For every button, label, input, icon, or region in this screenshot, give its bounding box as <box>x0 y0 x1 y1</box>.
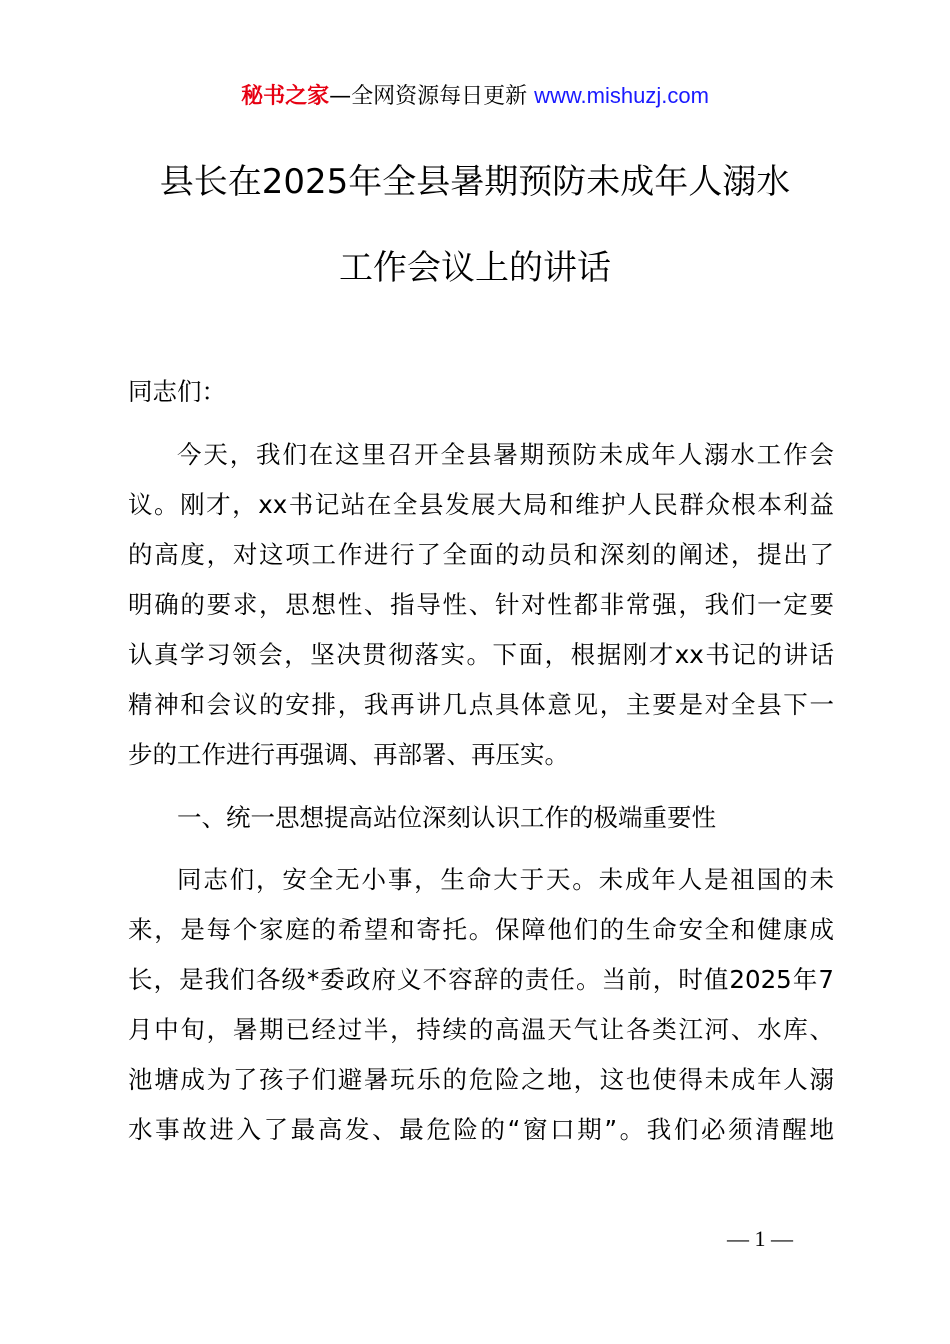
paragraph-line: 来，是每个家庭的希望和寄托。保障他们的生命安全和健康成 <box>128 915 834 944</box>
paragraph-line: 同志们，安全无小事，生命大于天。未成年人是祖国的未 <box>177 865 834 894</box>
paragraph-line: 认真学习领会，坚决贯彻落实。下面，根据刚才xx书记的讲话 <box>128 640 834 669</box>
paragraph-line: 池塘成为了孩子们避暑玩乐的危险之地，这也使得未成年人溺 <box>128 1065 834 1094</box>
site-banner <box>0 80 950 113</box>
paragraph-line: 水事故进入了最高发、最危险的“窗口期”。我们必须清醒地 <box>128 1115 834 1144</box>
section-heading: 一、统一思想提高站位深刻认识工作的极端重要性 <box>177 803 716 832</box>
banner-tagline: —全网资源每日更新 <box>329 84 528 109</box>
document-title-line-1: 县长在2025年全县暑期预防未成年人溺水 <box>159 162 791 202</box>
paragraph-line: 步的工作进行再强调、再部署、再压实。 <box>128 740 569 769</box>
paragraph-line: 的高度，对这项工作进行了全面的动员和深刻的阐述，提出了 <box>128 540 834 569</box>
paragraph-line: 今天，我们在这里召开全县暑期预防未成年人溺水工作会 <box>177 440 834 469</box>
paragraph-line: 精神和会议的安排，我再讲几点具体意见，主要是对全县下一 <box>128 690 834 719</box>
paragraph-line: 明确的要求，思想性、指导性、针对性都非常强，我们一定要 <box>128 590 834 619</box>
salutation: 同志们： <box>128 377 226 406</box>
paragraph-line: 长，是我们各级*委政府义不容辞的责任。当前，时值2025年7 <box>128 965 834 994</box>
page-number: — 1 — <box>727 1226 793 1251</box>
document-title-line-2: 工作会议上的讲话 <box>339 248 611 288</box>
paragraph-line: 议。刚才，xx书记站在全县发展大局和维护人民群众根本利益 <box>128 490 834 519</box>
site-url-link[interactable]: www.mishuzj.com <box>534 83 709 108</box>
brand-name: 秘书之家 <box>241 84 330 109</box>
paragraph-line: 月中旬，暑期已经过半，持续的高温天气让各类江河、水库、 <box>128 1015 834 1044</box>
